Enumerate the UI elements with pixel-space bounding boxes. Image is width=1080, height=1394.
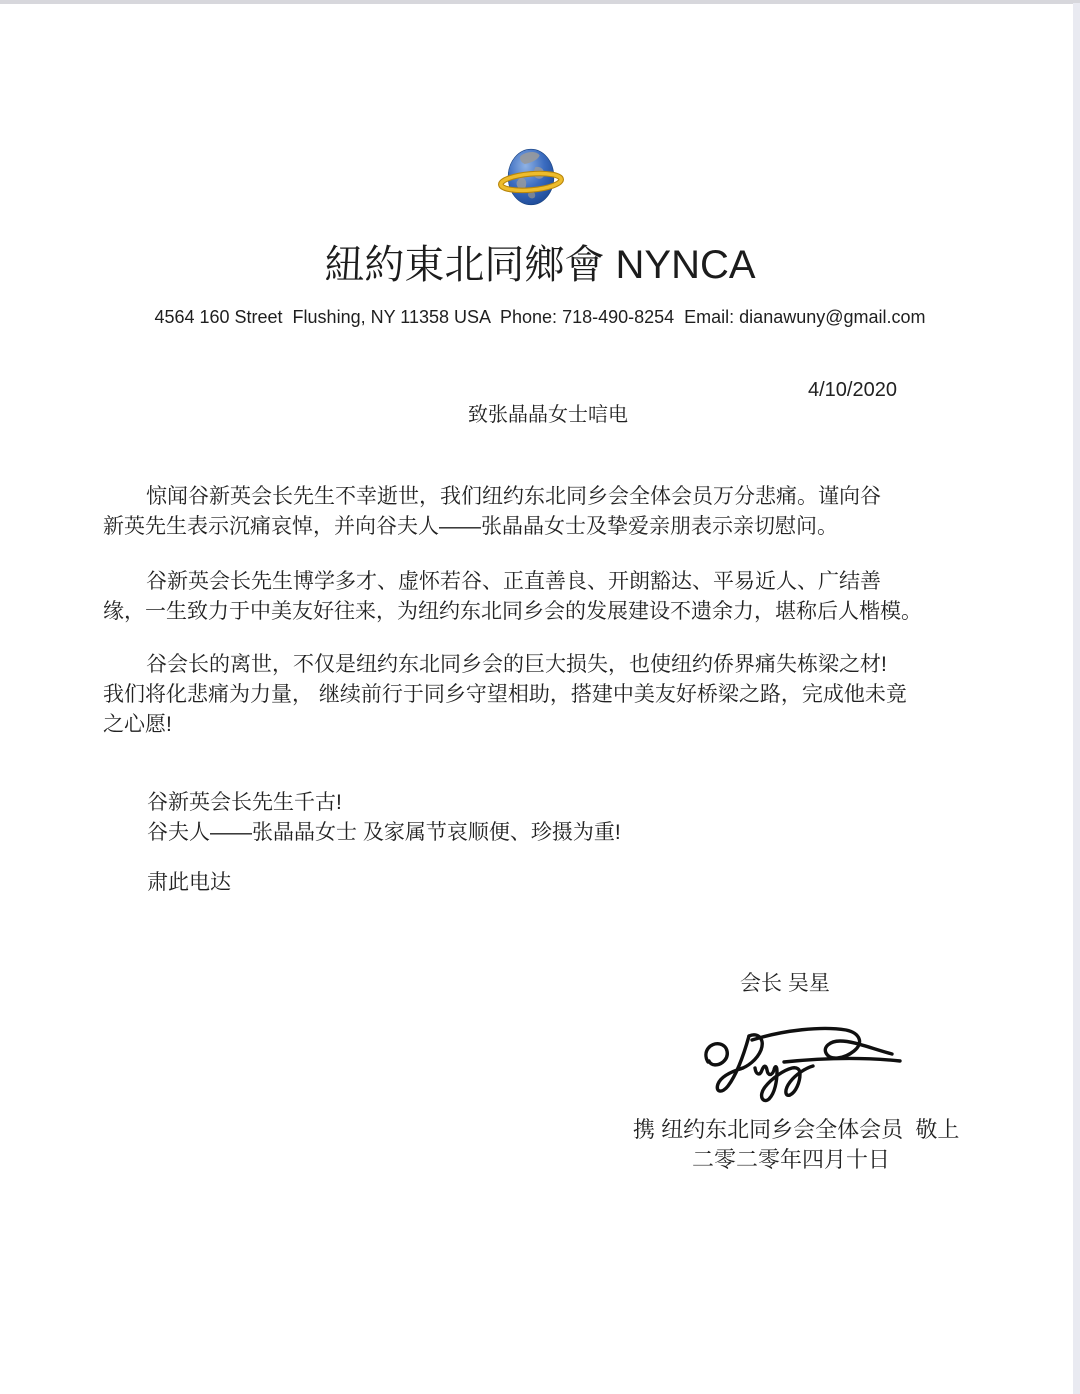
attribution-line: 携 纽约东北同乡会全体会员 敬上: [633, 1117, 960, 1142]
paragraph-line: 谷会长的离世，不仅是纽约东北同乡会的巨大损失，也使纽约侨界痛失栋梁之材!: [146, 653, 887, 676]
paragraph-line: 之心愿!: [103, 713, 172, 736]
organization-address: 4564 160 Street Flushing, NY 11358 USA Phone: 718-490-8254 Email: dianawuny@gmail.com: [154, 307, 926, 327]
tribute-line: 谷夫人——张晶晶女士 及家属节哀顺便、珍摄为重!: [147, 821, 621, 844]
tribute-line: 谷新英会长先生千古!: [147, 791, 342, 814]
paragraph-line: 我们将化悲痛为力量， 继续前行于同乡守望相助，搭建中美友好桥梁之路，完成他未竟: [103, 683, 907, 706]
paragraph-3: [103, 650, 973, 740]
chinese-date: 二零二零年四月十日: [692, 1147, 891, 1172]
tribute-lines: [147, 788, 621, 848]
sign-off: 肃此电达: [147, 871, 231, 894]
window-top-edge: [0, 0, 1080, 4]
globe-logo-icon: [497, 140, 565, 214]
signer-title: 会长 吴星: [740, 972, 830, 995]
paragraph-1: [103, 482, 973, 542]
letter-salutation: 致张晶晶女士唁电: [468, 404, 628, 426]
letter-date: 4/10/2020: [808, 379, 897, 401]
handwritten-signature: [692, 1024, 904, 1116]
paragraph-line: 谷新英会长先生博学多才、虚怀若谷、正直善良、开朗豁达、平易近人、广结善: [146, 570, 881, 593]
paragraph-2: [103, 567, 973, 627]
scrollbar-track[interactable]: [1073, 3, 1080, 1394]
organization-title: 紐約東北同鄉會 NYNCA: [324, 243, 756, 287]
paragraph-line: 新英先生表示沉痛哀悼，并向谷夫人——张晶晶女士及挚爱亲朋表示亲切慰问。: [103, 515, 838, 538]
paragraph-line: 惊闻谷新英会长先生不幸逝世，我们纽约东北同乡会全体会员万分悲痛。谨向谷: [146, 485, 881, 508]
paragraph-line: 缘，一生致力于中美友好往来，为纽约东北同乡会的发展建设不遗余力，堪称后人楷模。: [103, 600, 922, 623]
